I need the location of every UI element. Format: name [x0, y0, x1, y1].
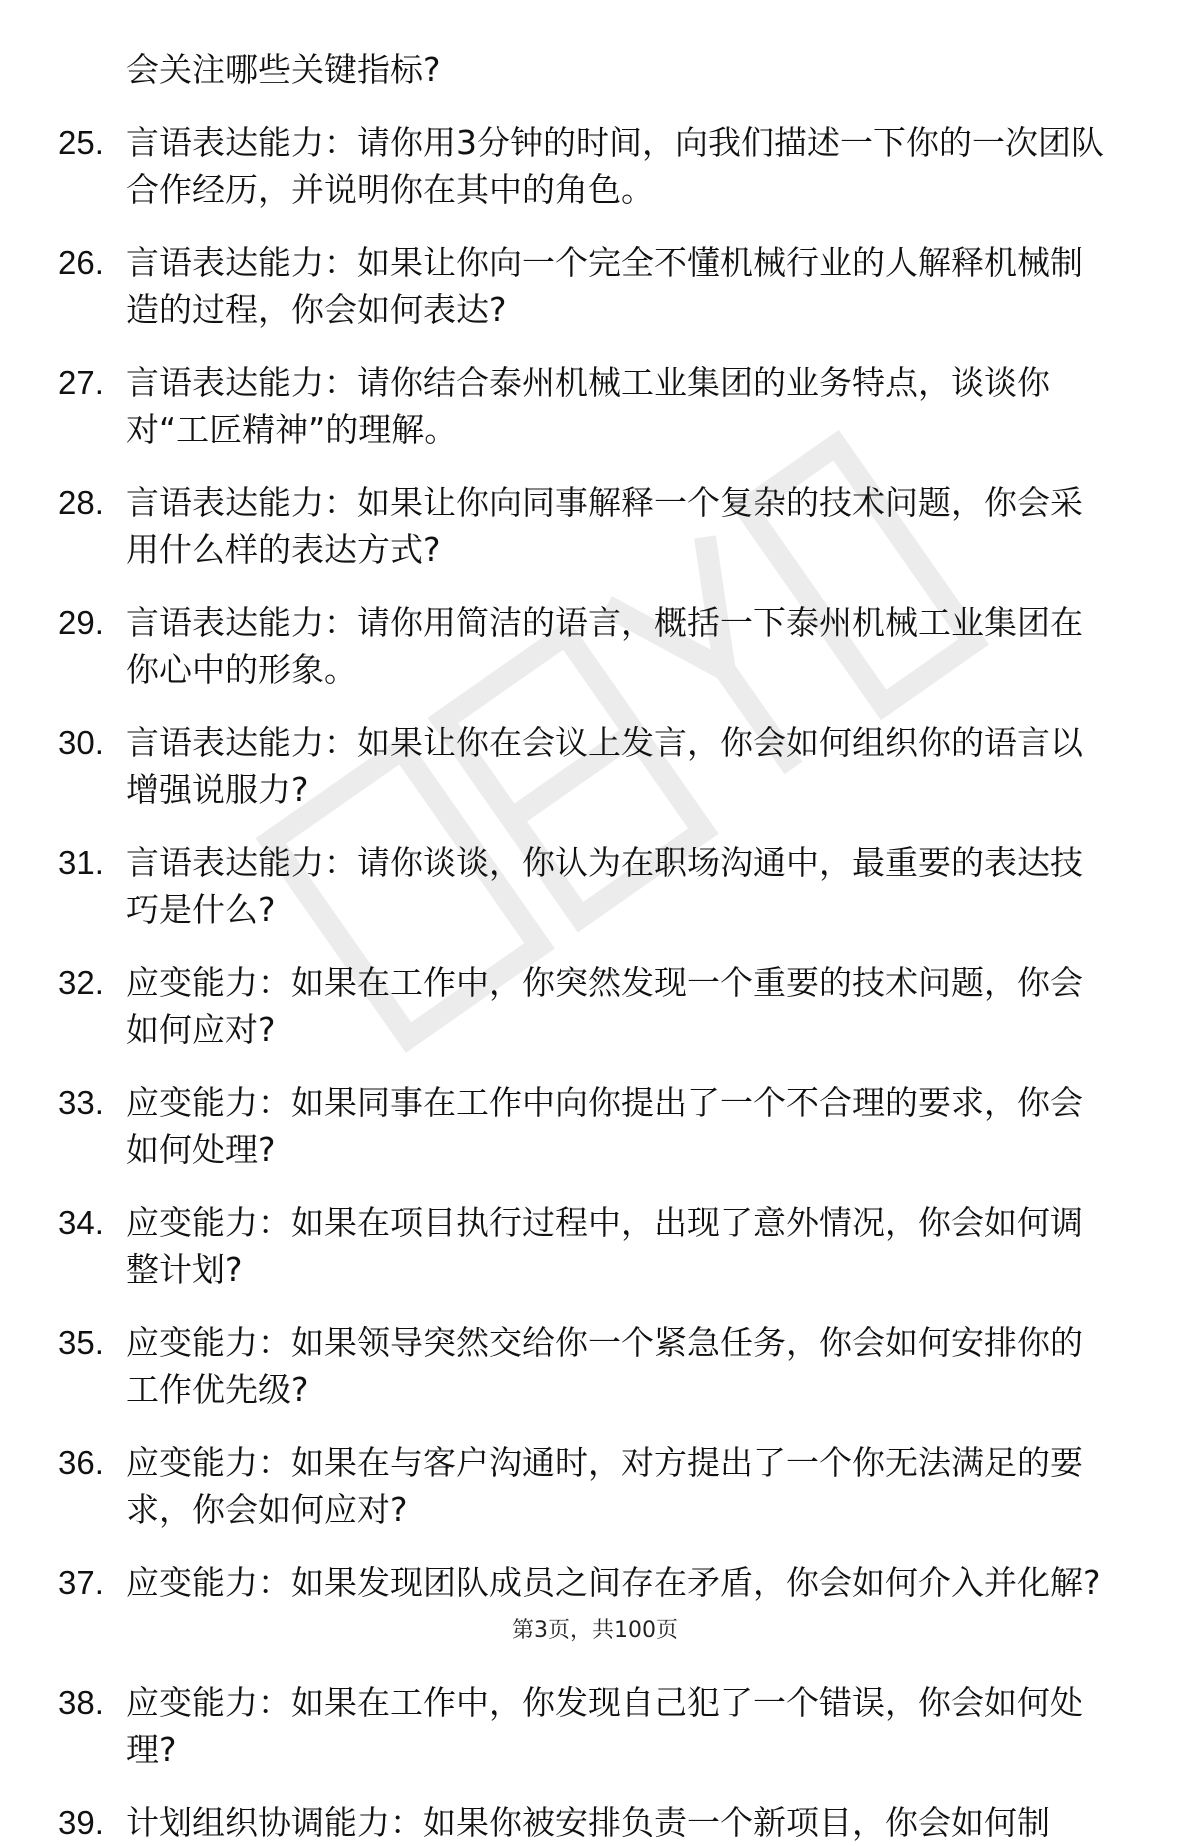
- list-item: [0, 1199, 1190, 1293]
- item-text: 应变能力：如果发现团队成员之间存在矛盾，你会如何介入并化解?: [126, 1563, 1101, 1602]
- list-item: [0, 359, 1190, 453]
- list-item: [0, 1679, 1190, 1773]
- item-number: 32.: [58, 964, 104, 1001]
- item-number: 25.: [58, 124, 104, 161]
- item-text: 言语表达能力：请你谈谈，你认为在职场沟通中，最重要的表达技巧是什么?: [126, 843, 1083, 929]
- item-number: 29.: [58, 604, 104, 641]
- item-text: 言语表达能力：如果让你向一个完全不懂机械行业的人解释机械制造的过程，你会如何表达?: [126, 243, 1083, 329]
- item-number: 36.: [58, 1444, 104, 1481]
- item-text: 应变能力：如果在与客户沟通时，对方提出了一个你无法满足的要求，你会如何应对?: [126, 1443, 1083, 1529]
- list-item: [0, 1799, 1190, 1846]
- item-text: 言语表达能力：请你结合泰州机械工业集团的业务特点，谈谈你对“工匠精神”的理解。: [126, 363, 1050, 449]
- item-number: 27.: [58, 364, 104, 401]
- list-item: [0, 719, 1190, 813]
- item-text: 应变能力：如果同事在工作中向你提出了一个不合理的要求，你会如何处理?: [126, 1083, 1083, 1169]
- item-number: 38.: [58, 1684, 104, 1721]
- list-item: [0, 1079, 1190, 1173]
- item-number: 33.: [58, 1084, 104, 1121]
- item-number: 31.: [58, 844, 104, 881]
- item-text: 言语表达能力：请你用简洁的语言，概括一下泰州机械工业集团在你心中的形象。: [126, 603, 1083, 689]
- question-list: [0, 46, 1190, 1846]
- item-text: 应变能力：如果在工作中，你发现自己犯了一个错误，你会如何处理?: [126, 1683, 1083, 1769]
- list-item: [0, 119, 1190, 213]
- item-number: 37.: [58, 1564, 104, 1601]
- item-text: 应变能力：如果领导突然交给你一个紧急任务，你会如何安排你的工作优先级?: [126, 1323, 1083, 1409]
- item-number: 39.: [58, 1804, 104, 1841]
- item-text: 应变能力：如果在工作中，你突然发现一个重要的技术问题，你会如何应对?: [126, 963, 1083, 1049]
- item-number: 26.: [58, 244, 104, 281]
- page-number-footer: 第3页，共100页: [512, 1618, 678, 1643]
- item-number: 28.: [58, 484, 104, 521]
- item-text: 言语表达能力：请你用3分钟的时间，向我们描述一下你的一次团队合作经历，并说明你在其中的角色。: [126, 123, 1104, 209]
- list-item: [0, 1439, 1190, 1533]
- item-number: 30.: [58, 724, 104, 761]
- item-text: 言语表达能力：如果让你在会议上发言，你会如何组织你的语言以增强说服力?: [126, 723, 1083, 809]
- item-text: 言语表达能力：如果让你向同事解释一个复杂的技术问题，你会采用什么样的表达方式?: [126, 483, 1083, 569]
- list-item: [0, 1319, 1190, 1413]
- list-item: [0, 959, 1190, 1053]
- item-number: 35.: [58, 1324, 104, 1361]
- item-number: 34.: [58, 1204, 104, 1241]
- list-item: [0, 839, 1190, 933]
- continued-question-text: 会关注哪些关键指标?: [126, 50, 441, 89]
- list-item: [0, 479, 1190, 573]
- list-item: [0, 239, 1190, 333]
- list-item: [0, 599, 1190, 693]
- item-text: 计划组织协调能力：如果你被安排负责一个新项目，你会如何制: [126, 1803, 1050, 1842]
- item-text: 应变能力：如果在项目执行过程中，出现了意外情况，你会如何调整计划?: [126, 1203, 1083, 1289]
